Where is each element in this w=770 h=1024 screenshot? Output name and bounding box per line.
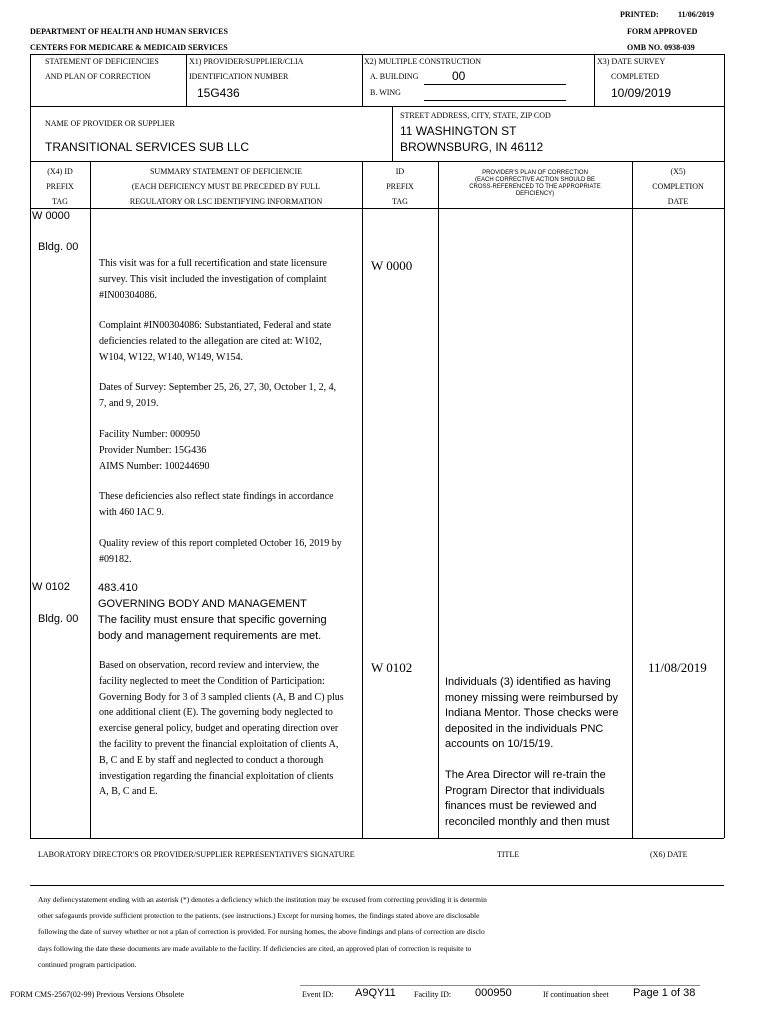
page-number: Page 1 of 38: [633, 987, 696, 999]
agency-line1: DEPARTMENT OF HEALTH AND HUMAN SERVICES: [30, 27, 228, 36]
plan-header: PROVIDER'S PLAN OF CORRECTION (EACH CORRECTIVE ACTION SHOULD BE CROSS-REFERENCED TO THE APPROPRIATE DEFICIENCY): [469, 170, 601, 197]
facility-id-value: 000950: [475, 987, 512, 999]
x4-header: (X4) ID PREFIX TAG: [46, 167, 74, 206]
facility-id-label: Facility ID:: [414, 990, 452, 999]
frame-line: [30, 106, 724, 107]
id-header: ID PREFIX TAG: [386, 167, 414, 206]
summary-paragraph: Quality review of this report completed October 16, 2019 by #09182.: [99, 538, 342, 565]
frame-line: [186, 54, 187, 106]
frame-line: [362, 54, 363, 106]
frame-line: [30, 161, 724, 162]
wing-underline: [424, 100, 566, 101]
continuation-label: If continuation sheet: [543, 990, 609, 999]
prefix-tag-w0102: W 0102: [371, 660, 413, 675]
completed-label: COMPLETED: [611, 72, 659, 81]
frame-line: [30, 54, 724, 55]
omb-number: OMB NO. 0938-039: [627, 43, 695, 52]
x5-header: (X5) COMPLETION DATE: [652, 167, 704, 206]
summary-paragraph: This visit was for a full recertification and state licensure survey. This visit included the investigation of complaint #IN00304086.: [99, 258, 327, 301]
provider-id-value: 15G436: [197, 86, 240, 100]
regulation-text: The facility must ensure that specific governing body and management requirements are met.: [98, 614, 327, 642]
x6-date-label: (X6) DATE: [650, 850, 688, 859]
agency-line2: CENTERS FOR MEDICARE & MEDICAID SERVICES: [30, 43, 228, 52]
statement-label-2: AND PLAN OF CORRECTION: [45, 72, 151, 81]
frame-line: [392, 106, 393, 161]
regulation-title: GOVERNING BODY AND MANAGEMENT: [98, 598, 307, 610]
survey-date-value: 10/09/2019: [611, 86, 672, 100]
frame-line: [594, 54, 595, 106]
frame-line: [30, 838, 724, 839]
bldg-label-2: Bldg. 00: [38, 613, 79, 625]
provider-id-label: X1) PROVIDER/SUPPLIER/CLIA: [189, 57, 304, 66]
building-underline: [424, 84, 566, 85]
date-survey-label: X3) DATE SURVEY: [597, 57, 666, 66]
provider-id-label-2: IDENTIFICATION NUMBER: [189, 72, 289, 81]
wing-label: B. WING: [370, 88, 401, 97]
tag-w0000: W 0000: [32, 210, 70, 222]
tag-w0102: W 0102: [32, 581, 70, 593]
completion-date: 11/08/2019: [648, 660, 707, 675]
signature-label: LABORATORY DIRECTOR'S OR PROVIDER/SUPPLIER REPRESENTATIVE'S SIGNATURE: [38, 850, 355, 859]
disclaimer: Any defiencystatement ending with an asterisk (*) denotes a deficiency which the institution may be excused from correcting providing it is determin other safegaurds provide sufficient protection to the patients. (see instructions.) Except for nursing homes, the findings stated above are disclosable following the date of survey whether or not a plan of correction is provided. For nursing homes, the above findings and plans of correction are disclo days following the date these documents are made available to the facility. If deficiencies are cited, an approved plan of correction is requisite to continued program participation.: [38, 895, 487, 969]
summary-header: SUMMARY STATEMENT OF DEFICIENCIE (EACH DEFICIENCY MUST BE PRECEDED BY FULL REGULATORY OR LSC IDENTIFYING INFORMATION: [129, 167, 323, 206]
footer-divider: [300, 985, 700, 986]
prefix-tag-w0000: W 0000: [371, 258, 413, 273]
frame-line: [724, 54, 725, 838]
regulation-number: 483.410: [98, 582, 138, 594]
frame-line: [632, 161, 633, 838]
event-id-label: Event ID:: [302, 990, 334, 999]
frame-line: [362, 161, 363, 838]
title-label: TITLE: [497, 850, 520, 859]
building-label: A. BUILDING: [370, 72, 419, 81]
statement-label: STATEMENT OF DEFICIENCIES: [45, 57, 159, 66]
summary-paragraph: Complaint #IN00304086: Substantiated, Federal and state deficiencies related to the allegation are cited at: W102, W104, W122, W140, W149, W154.: [99, 320, 332, 363]
provider-name-label: NAME OF PROVIDER OR SUPPLIER: [45, 119, 175, 128]
printed-date: 11/06/2019: [678, 10, 715, 19]
address-line2: BROWNSBURG, IN 46112: [400, 140, 544, 154]
printed-label: PRINTED:: [620, 10, 659, 19]
summary-paragraph: Dates of Survey: September 25, 26, 27, 30, October 1, 2, 4, 7, and 9, 2019.: [99, 382, 337, 409]
address-label: STREET ADDRESS, CITY, STATE, ZIP COD: [400, 111, 551, 120]
frame-line: [90, 161, 91, 838]
multiple-construction-label: X2) MULTIPLE CONSTRUCTION: [364, 57, 482, 66]
building-value: 00: [452, 69, 466, 83]
frame-line: [438, 161, 439, 838]
plan-paragraph: Individuals (3) identified as having money missing were reimbursed by Indiana Mentor. Those checks were deposited in the individuals PNC accounts on 10/15/19.: [445, 676, 619, 750]
bldg-label: Bldg. 00: [38, 241, 79, 253]
summary-paragraph: Based on observation, record review and interview, the facility neglected to meet the Condition of Participation: Governing Body for 3 of 3 sampled clients (A, B and C) plus one additional client (E). The governing body neglected to exercise general policy, budget and operating direction over the facility to prevent the financial exploitation of clients A, B, C and E by staff and neglected to conduct a thorough investigation regarding the financial exploitation of clients A, B, C and E.: [99, 660, 344, 798]
form-number: FORM CMS-2567(02-99) Previous Versions Obsolete: [10, 990, 185, 999]
form-approved: FORM APPROVED: [627, 27, 698, 36]
summary-paragraph: These deficiencies also reflect state findings in accordance with 460 IAC 9.: [99, 491, 334, 518]
plan-paragraph: The Area Director will re-train the Program Director that individuals finances must be reviewed and reconciled monthly and then must: [445, 769, 610, 828]
event-id-value: A9QY11: [355, 987, 396, 999]
address-line1: 11 WASHINGTON ST: [400, 124, 517, 138]
summary-paragraph: Facility Number: 000950 Provider Number: 15G436 AIMS Number: 100244690: [99, 429, 210, 472]
frame-line: [30, 885, 724, 886]
provider-name-value: TRANSITIONAL SERVICES SUB LLC: [45, 140, 250, 154]
